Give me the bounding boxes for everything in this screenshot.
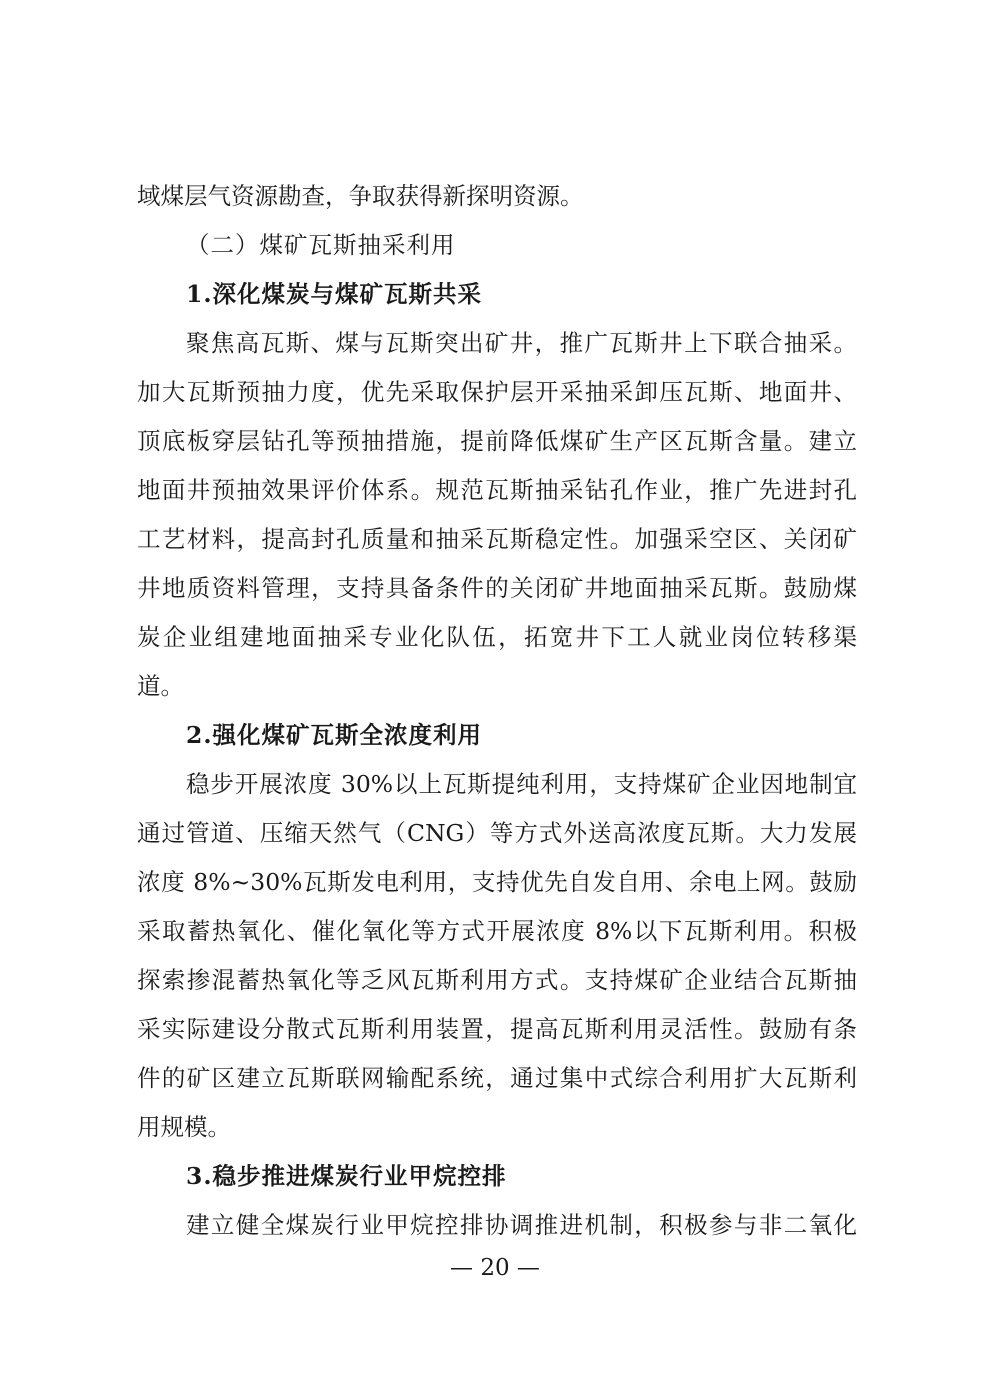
paragraph-line: 建立健全煤炭行业甲烷控排协调推进机制，积极参与非二氧化 [186,1211,857,1239]
paragraph-line: 顶底板穿层钻孔等预抽措施，提前降低煤矿生产区瓦斯含量。建立 [137,427,857,455]
paragraph-line: 炭企业组建地面抽采专业化队伍，拓宽井下工人就业岗位转移渠 [137,623,857,651]
paragraph-line: 采实际建设分散式瓦斯利用装置，提高瓦斯利用灵活性。鼓励有条 [137,1015,857,1043]
paragraph-line: 道。 [137,672,184,700]
paragraph-line: 件的矿区建立瓦斯联网输配系统，通过集中式综合利用扩大瓦斯利 [137,1064,857,1092]
paragraph-line: 聚焦高瓦斯、煤与瓦斯突出矿井，推广瓦斯井上下联合抽采。 [186,329,857,357]
subsection-heading: 2.强化煤矿瓦斯全浓度利用 [186,721,483,749]
paragraph-line: 井地质资料管理，支持具备条件的关闭矿井地面抽采瓦斯。鼓励煤 [137,574,857,602]
paragraph-line: 用规模。 [137,1113,231,1141]
subsection-heading: 1.深化煤炭与煤矿瓦斯共采 [186,280,483,308]
paragraph-line: 加大瓦斯预抽力度，优先采取保护层开采抽采卸压瓦斯、地面井、 [137,378,857,406]
paragraph-line: 工艺材料，提高封孔质量和抽采瓦斯稳定性。加强采空区、关闭矿 [137,525,857,553]
paragraph-line: 域煤层气资源勘查，争取获得新探明资源。 [137,182,584,210]
section-heading: （二）煤矿瓦斯抽采利用 [186,231,456,259]
paragraph-line: 稳步开展浓度 30%以上瓦斯提纯利用，支持煤矿企业因地制宜 [186,770,857,798]
paragraph-line: 采取蓄热氧化、催化氧化等方式开展浓度 8%以下瓦斯利用。积极 [137,917,857,945]
paragraph-line: 地面井预抽效果评价体系。规范瓦斯抽采钻孔作业，推广先进封孔 [137,476,857,504]
paragraph-line: 通过管道、压缩天然气（CNG）等方式外送高浓度瓦斯。大力发展 [137,819,857,847]
paragraph-line: 探索掺混蓄热氧化等乏风瓦斯利用方式。支持煤矿企业结合瓦斯抽 [137,966,857,994]
page-number: — 20 — [450,1255,540,1281]
paragraph-line: 浓度 8%~30%瓦斯发电利用，支持优先自发自用、余电上网。鼓励 [137,868,857,896]
subsection-heading: 3.稳步推进煤炭行业甲烷控排 [186,1162,507,1190]
